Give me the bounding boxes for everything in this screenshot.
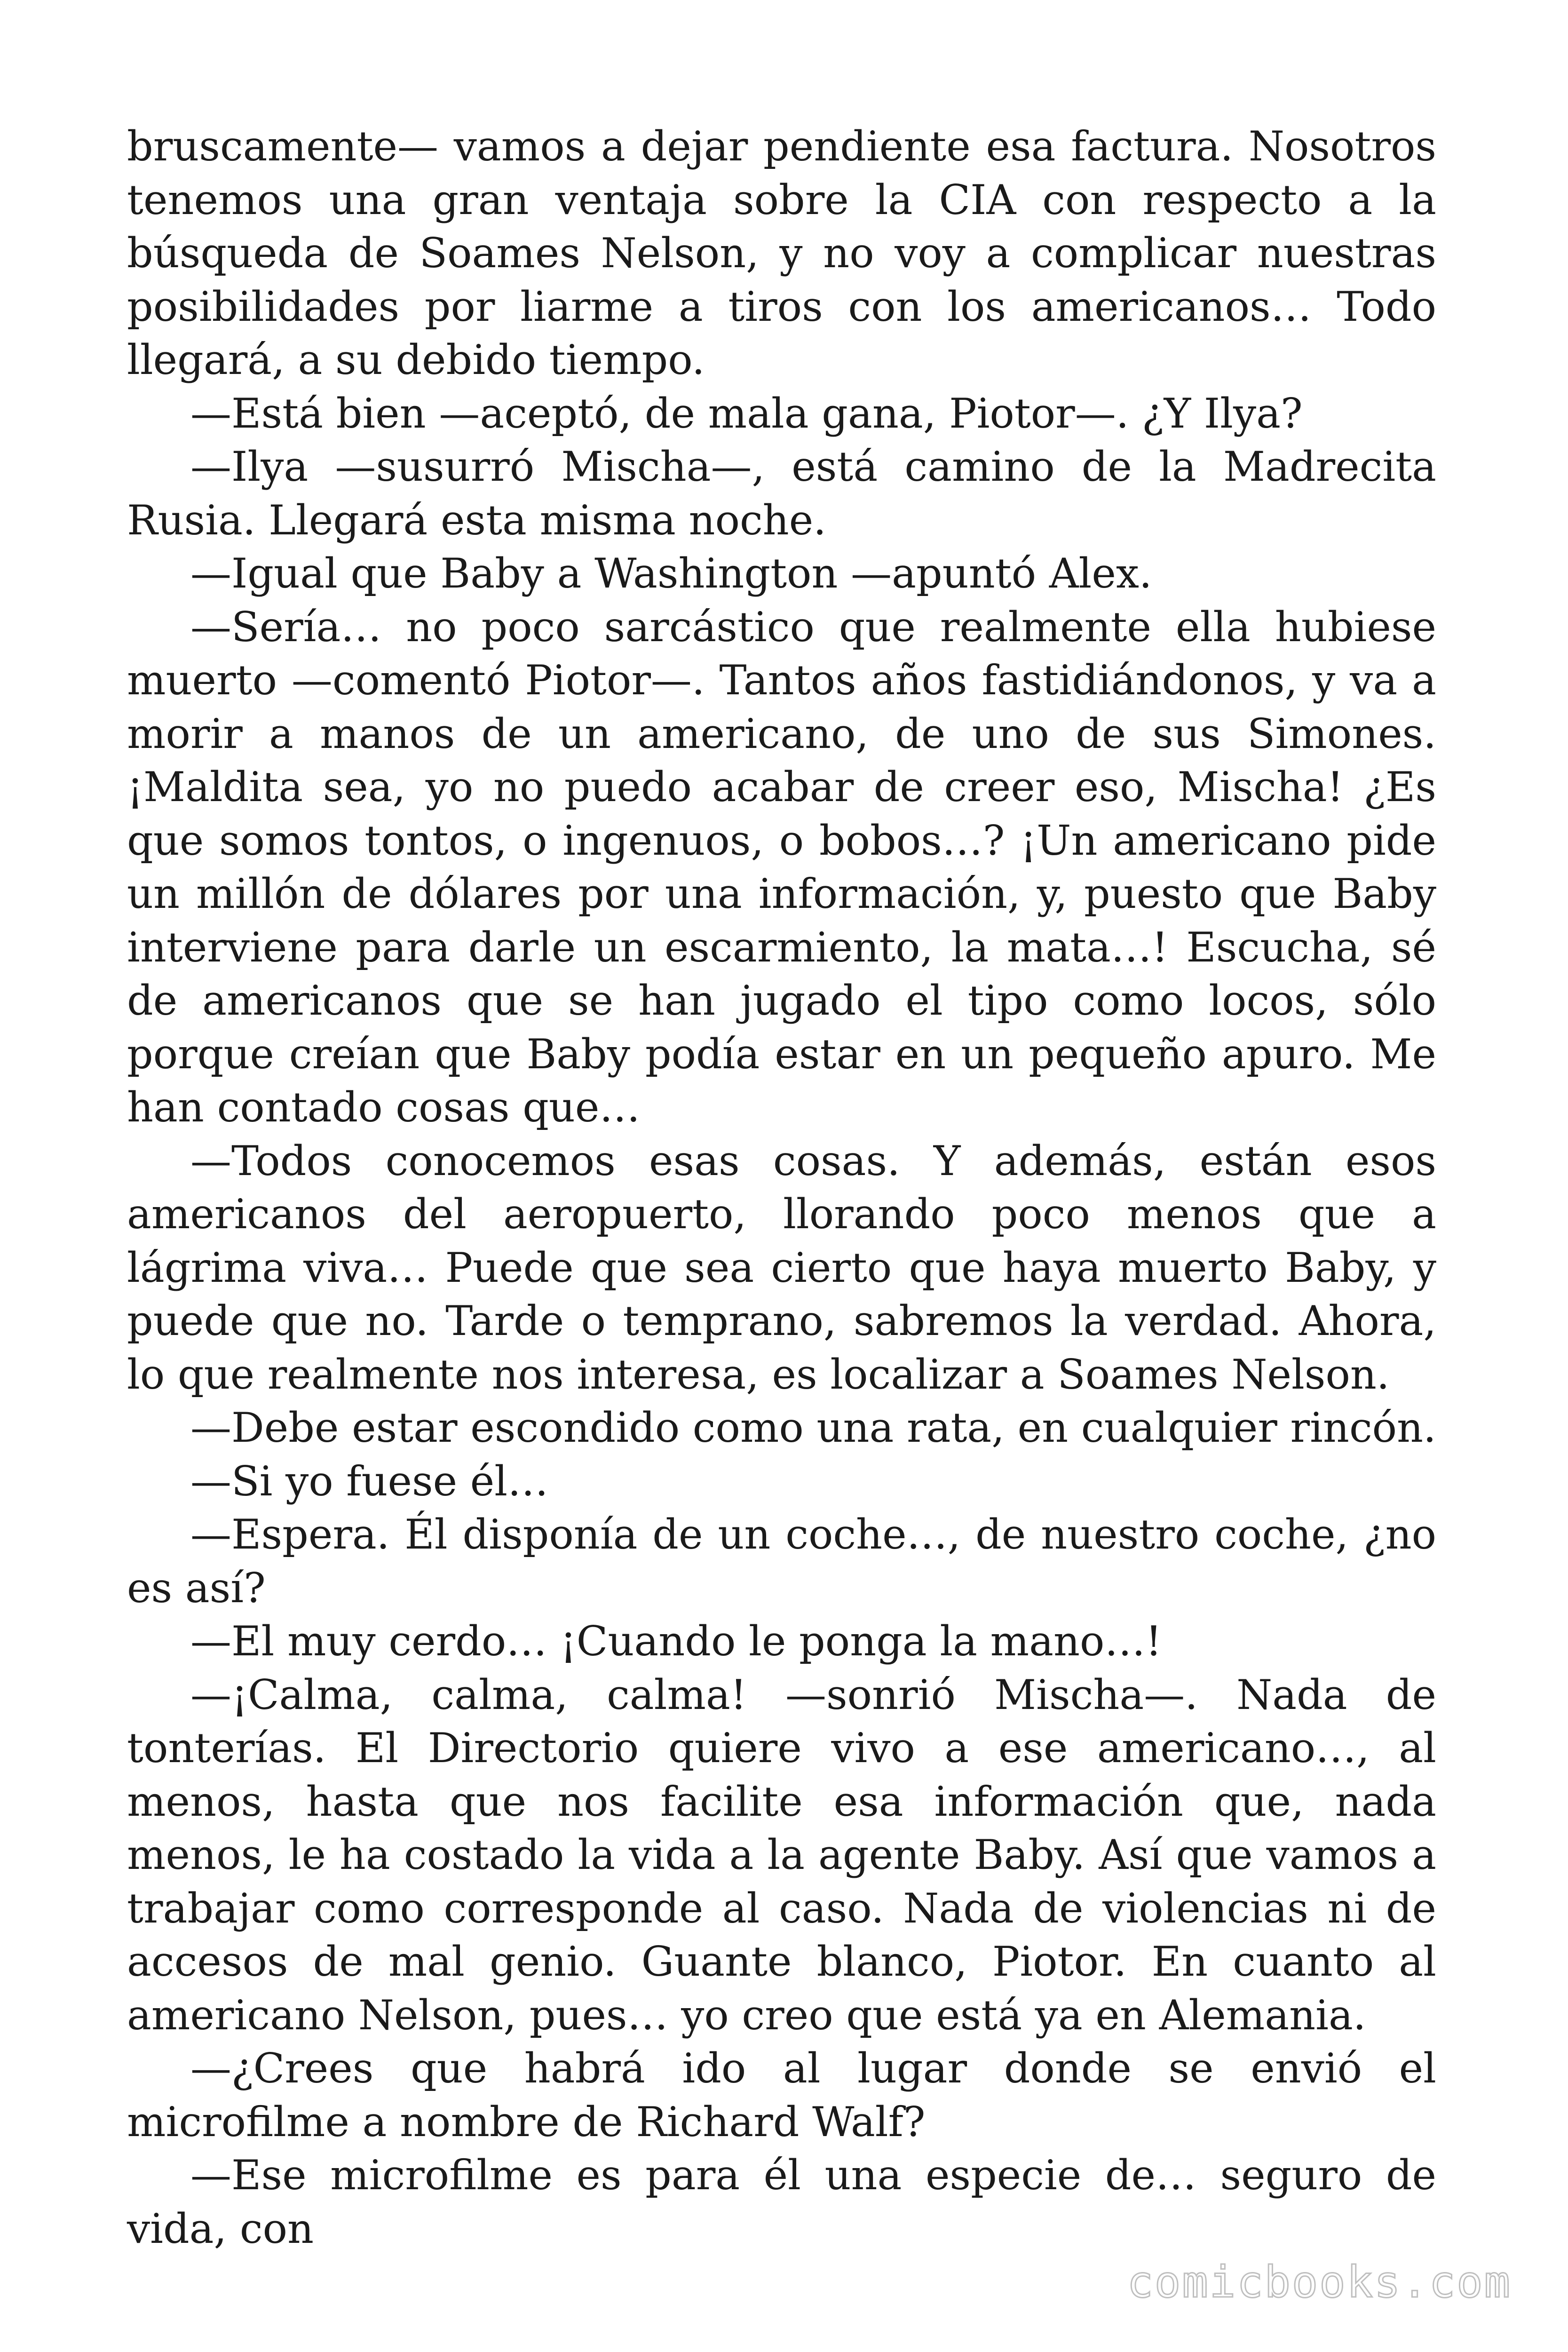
paragraph-3: —Ilya —susurró Mischa—, está camino de la Madrecita Rusia. Llegará esta misma noche. [127, 443, 1436, 544]
paragraph-13: —Ese microfilme es para él una especie de… seguro de vida, con [127, 2151, 1436, 2253]
text-block [127, 120, 1436, 2256]
paragraph-1: bruscamente— vamos a dejar pendiente esa factura. Nosotros tenemos una gran ventaja sobre la CIA con respecto a la búsqueda de Soames Nelson, y no voy a complicar nuestras posibilidades por liarme a tiros con los americanos… Todo llegará, a su debido tiempo. [127, 122, 1436, 384]
paragraph-12: —¿Crees que habrá ido al lugar donde se envió el microfilme a nombre de Richard Walf? [127, 2044, 1436, 2146]
paragraph-8: —Si yo fuese él… [190, 1457, 549, 1505]
paragraph-10: —El muy cerdo… ¡Cuando le ponga la mano…! [190, 1617, 1162, 1665]
paragraph-11: —¡Calma, calma, calma! —sonrió Mischa—. Nada de tonterías. El Directorio quiere vivo a ese americano…, al menos, hasta que nos facilite esa información que, nada menos, le ha costado la vida a la agente Baby. Así que vamos a trabajar como corresponde al caso. Nada de violencias ni de accesos de mal genio. Guante blanco, Piotor. En cuanto al americano Nelson, pues… yo creo que está ya en Alemania. [127, 1670, 1436, 2039]
paragraph-7: —Debe estar escondido como una rata, en cualquier rincón. [190, 1404, 1436, 1452]
paragraph-4: —Igual que Baby a Washington —apuntó Alex. [190, 549, 1152, 597]
paragraph-9: —Espera. Él disponía de un coche…, de nuestro coche, ¿no es así? [127, 1510, 1436, 1612]
paragraph-2: —Está bien —aceptó, de mala gana, Piotor—. ¿Y Ilya? [190, 389, 1303, 437]
paragraph-6: —Todos conocemos esas cosas. Y además, están esos americanos del aeropuerto, llorando poco menos que a lágrima viva… Puede que sea cierto que haya muerto Baby, y puede que no. Tarde o temprano, sabremos la verdad. Ahora, lo que realmente nos interesa, es localizar a Soames Nelson. [127, 1136, 1436, 1398]
watermark-logo: comicbooks.com [1127, 2257, 1512, 2307]
paragraph-5: —Sería… no poco sarcástico que realmente ella hubiese muerto —comentó Piotor—. Tantos años fastidiándonos, y va a morir a manos de un americano, de uno de sus Simones. ¡Maldita sea, yo no puedo acabar de creer eso, Mischa! ¿Es que somos tontos, o ingenuos, o bobos…? ¡Un americano pide un millón de dólares por una información, y, puesto que Baby interviene para darle un escarmiento, la mata…! Escucha, sé de americanos que se han jugado el tipo como locos, sólo porque creían que Baby podía estar en un pequeño apuro. Me han contado cosas que… [127, 603, 1436, 1131]
